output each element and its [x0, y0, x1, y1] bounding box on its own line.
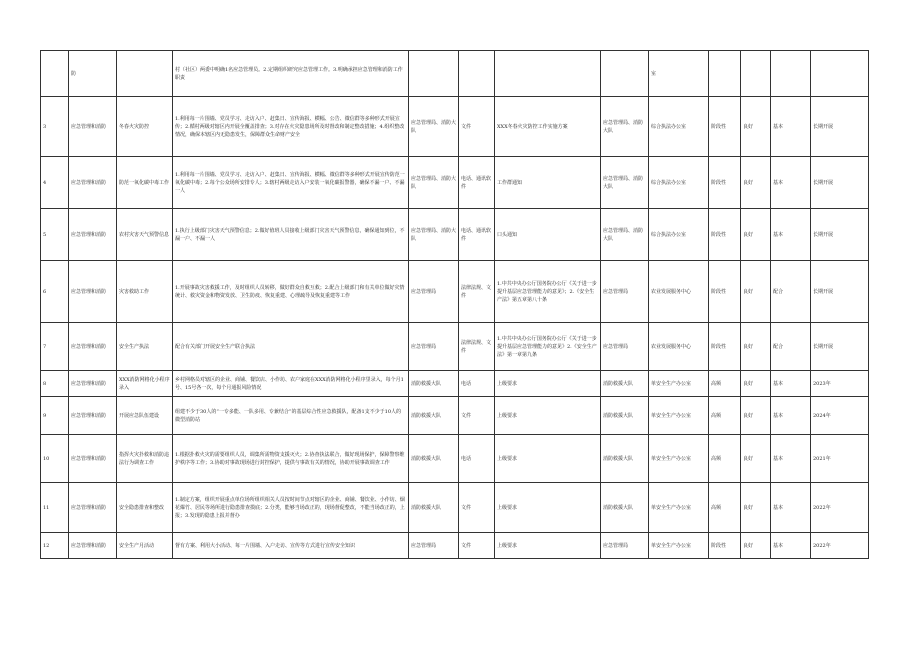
cell-mode: 文件	[459, 533, 495, 559]
cell-basis: XXX冬春火灾防控工作实施方案	[495, 97, 601, 157]
cell-name: XXX消防网格化小程序录入	[117, 371, 173, 397]
cell-mode	[459, 51, 495, 97]
cell-name: 灾害救助工作	[117, 261, 173, 323]
cell-dept: 应急管理局	[409, 261, 459, 323]
cell-no: 5	[41, 209, 69, 261]
cell-content: 1.开展事故灾害救援工作，及时组织人员转移，做好群众自救互救；2.配合上级部门和有关单位做好灾情统计、救灾资金和物资发放、卫生防疫、恢复重建、心理疏导及恢复重建等工作	[173, 261, 409, 323]
cell-content: 1.根据扑救火灾的需要组织人员，调集所需物资支援灭火；2.协查执法联合，做好现场保护，保障警察维护秩序等工作；3.协助对事故现场进行封控保护，提供与事故有关的情况，协助开展事故调查工作	[173, 435, 409, 483]
cell-level: 配合	[771, 323, 811, 371]
cell-lead: 消防救援大队	[601, 435, 649, 483]
table-row	[41, 371, 869, 397]
cell-cat: 应急管理和消防	[69, 435, 117, 483]
cell-eval: 良好	[741, 323, 771, 371]
cell-nature: 高频	[709, 397, 741, 435]
cell-unit: 农业发展服务中心	[649, 323, 709, 371]
table-row	[41, 397, 869, 435]
cell-period: 长期开展	[811, 323, 869, 371]
cell-unit: 综合执法办公室	[649, 157, 709, 209]
cell-eval: 良好	[741, 209, 771, 261]
cell-basis: 1.中共中央办公厅国务院办公厅《关于进一步提升基层应急管理能力的意见》2.《安全生产法》第一章第九条	[495, 323, 601, 371]
cell-lead: 应急管理局、消防大队	[601, 209, 649, 261]
table-row	[41, 97, 869, 157]
table-row	[41, 51, 869, 97]
cell-basis: 上级要求	[495, 483, 601, 533]
cell-cat: 应急管理和消防	[69, 323, 117, 371]
cell-lead: 消防救援大队	[601, 397, 649, 435]
cell-no: 7	[41, 323, 69, 371]
cell-content: 1.制定方案，组织开展重点单位场所组织相关人员按时间节点对辖区的企业、商铺、餐饮业、小作坊、烟花爆竹、居民等场所进行隐患排查摸底；2.分类，能够当场改正的，现场督促整改，不能当场改正的，上报；3.发现的隐患上报并督办	[173, 483, 409, 533]
cell-nature: 阶段性	[709, 261, 741, 323]
cell-unit: 综合执法办公室	[649, 209, 709, 261]
cell-no: 3	[41, 97, 69, 157]
table-row	[41, 157, 869, 209]
cell-cat: 应急管理和消防	[69, 261, 117, 323]
cell-period: 长期开展	[811, 261, 869, 323]
cell-unit: 单安全生产办公室	[649, 397, 709, 435]
cell-lead: 消防救援大队	[601, 483, 649, 533]
cell-dept	[409, 51, 459, 97]
table-row	[41, 323, 869, 371]
cell-unit: 单安全生产办公室	[649, 533, 709, 559]
cell-lead: 应急管理局	[601, 261, 649, 323]
cell-unit: 综合执法办公室	[649, 97, 709, 157]
cell-eval: 良好	[741, 397, 771, 435]
cell-unit: 单安全生产办公室	[649, 371, 709, 397]
cell-name: 农村灾害天气预警信息	[117, 209, 173, 261]
cell-name: 防范一氧化碳中毒工作	[117, 157, 173, 209]
cell-period: 2021年	[811, 435, 869, 483]
cell-cat: 应急管理和消防	[69, 97, 117, 157]
cell-mode: 电话	[459, 371, 495, 397]
cell-content: 配合有关部门开展安全生产联合执法	[173, 323, 409, 371]
cell-mode: 法律法规、文件	[459, 323, 495, 371]
cell-content: 督有方案、利用大小活动、每一片围墙、入户走访、宣传等方式进行宣传安全知识	[173, 533, 409, 559]
cell-content: 组建不少于30人的“一专多能、一队多用、专兼结合”的基层综合性应急救援队，配备1支不少于10人的微型消防站	[173, 397, 409, 435]
cell-basis: 上级要求	[495, 371, 601, 397]
cell-basis: 上级要求	[495, 435, 601, 483]
cell-content: 乡村网格员对辖区的企业、商铺、餐饮店、小作坊、农户家庭在XXX消防网格化小程序里录入，每个月1号、15号各一次，每个月通报风险情况	[173, 371, 409, 397]
cell-cat: 防	[69, 51, 117, 97]
cell-unit: 室	[649, 51, 709, 97]
cell-basis: 上级要求	[495, 397, 601, 435]
cell-lead: 应急管理局	[601, 323, 649, 371]
cell-nature: 高频	[709, 371, 741, 397]
cell-level: 基本	[771, 483, 811, 533]
cell-period: 2022年	[811, 483, 869, 533]
cell-lead: 消防救援大队	[601, 371, 649, 397]
cell-mode: 文件	[459, 397, 495, 435]
cell-mode: 电话、通讯软件	[459, 157, 495, 209]
cell-no: 6	[41, 261, 69, 323]
cell-period: 2022年	[811, 533, 869, 559]
cell-no: 12	[41, 533, 69, 559]
cell-mode: 电话、通讯软件	[459, 209, 495, 261]
cell-eval: 良好	[741, 533, 771, 559]
cell-level: 基本	[771, 435, 811, 483]
cell-cat: 应急管理和消防	[69, 209, 117, 261]
cell-cat: 应急管理和消防	[69, 371, 117, 397]
cell-dept: 消防救援大队	[409, 435, 459, 483]
cell-mode: 法律法规、文件	[459, 261, 495, 323]
cell-nature: 阶段性	[709, 323, 741, 371]
cell-basis	[495, 51, 601, 97]
cell-unit: 单安全生产办公室	[649, 435, 709, 483]
cell-level: 基本	[771, 209, 811, 261]
cell-mode: 电话	[459, 435, 495, 483]
cell-name: 指挥火灾扑救和消防违法行为调查工作	[117, 435, 173, 483]
cell-dept: 应急管理局、消防大队	[409, 209, 459, 261]
cell-dept: 消防救援大队	[409, 397, 459, 435]
cell-cat: 应急管理和消防	[69, 533, 117, 559]
cell-level: 基本	[771, 97, 811, 157]
cell-nature: 高频	[709, 435, 741, 483]
cell-dept: 应急管理局	[409, 323, 459, 371]
cell-basis: 工作群通知	[495, 157, 601, 209]
cell-dept: 应急管理局、消防大队	[409, 157, 459, 209]
cell-lead: 应急管理局、消防大队	[601, 157, 649, 209]
table-row	[41, 483, 869, 533]
table-row	[41, 261, 869, 323]
cell-eval: 良好	[741, 97, 771, 157]
cell-cat: 应急管理和消防	[69, 157, 117, 209]
cell-dept: 应急管理局、消防大队	[409, 97, 459, 157]
cell-name: 安全生产月活动	[117, 533, 173, 559]
cell-lead: 应急管理局	[601, 533, 649, 559]
cell-level: 基本	[771, 371, 811, 397]
cell-mode: 文件	[459, 483, 495, 533]
cell-dept: 消防救援大队	[409, 371, 459, 397]
cell-lead	[601, 51, 649, 97]
cell-name: 冬春火灾防控	[117, 97, 173, 157]
cell-name: 安全生产执法	[117, 323, 173, 371]
cell-period: 长期开展	[811, 97, 869, 157]
cell-period: 长期开展	[811, 157, 869, 209]
cell-level: 基本	[771, 397, 811, 435]
cell-cat: 应急管理和消防	[69, 483, 117, 533]
cell-name: 安全隐患排查和整改	[117, 483, 173, 533]
cell-level	[771, 51, 811, 97]
cell-eval	[741, 51, 771, 97]
cell-dept: 消防救援大队	[409, 483, 459, 533]
cell-content: 1.执行上级部门灾害天气预警信息；2.做好值班人员接收上级部门灾害天气预警信息，确保通知到位，不漏一户、不漏一人	[173, 209, 409, 261]
cell-content: 1.利用每一片围墙、党员学习、走访入户、赶集日、宣传海报、横幅、公告、微信群等多种形式开展宣传；2.循村两级对辖区内开展全覆盖排查；3.对存在火灾隐患场所及时督改和制定整改措施；4.组织整改情况，确保本辖区内无隐患发生，保障群众生命财产安全	[173, 97, 409, 157]
cell-period	[811, 51, 869, 97]
cell-no: 8	[41, 371, 69, 397]
cell-nature: 阶段性	[709, 533, 741, 559]
cell-nature: 阶段性	[709, 209, 741, 261]
cell-eval: 良好	[741, 483, 771, 533]
cell-unit: 农业发展服务中心	[649, 261, 709, 323]
cell-basis: 口头通知	[495, 209, 601, 261]
cell-basis: 1.中共中央办公厅国务院办公厅《关于进一步提升基层应急管理能力的意见》；2.《安全生产法》第五章第八十条	[495, 261, 601, 323]
cell-nature	[709, 51, 741, 97]
cell-no: 4	[41, 157, 69, 209]
responsibility-table	[40, 50, 869, 559]
cell-eval: 良好	[741, 261, 771, 323]
cell-eval: 良好	[741, 157, 771, 209]
cell-content: 村（社区）两委中明确1名应急管理员。2.定期组织研究应急管理工作。3.明确承担应急管理和消防工作职责	[173, 51, 409, 97]
cell-eval: 良好	[741, 371, 771, 397]
cell-content: 1.利用每一片围墙、党员学习、走访入户、赶集日、宣传海报、横幅、微信群等多种形式开展宣传防范一氧化碳中毒；2.每个公众场所安排专人；3.辖村两级走访入户安装一氧化碳报警器，确保不漏一户、不漏一人	[173, 157, 409, 209]
cell-name: 开展应急队伍建设	[117, 397, 173, 435]
cell-period: 长期开展	[811, 209, 869, 261]
table-row	[41, 435, 869, 483]
cell-nature: 阶段性	[709, 157, 741, 209]
cell-level: 配合	[771, 261, 811, 323]
cell-no: 9	[41, 397, 69, 435]
cell-eval: 良好	[741, 435, 771, 483]
cell-level: 基本	[771, 533, 811, 559]
cell-nature: 阶段性	[709, 97, 741, 157]
cell-no: 10	[41, 435, 69, 483]
cell-no	[41, 51, 69, 97]
cell-level: 基本	[771, 157, 811, 209]
table-row	[41, 209, 869, 261]
cell-nature: 高频	[709, 483, 741, 533]
cell-no: 11	[41, 483, 69, 533]
cell-basis: 上级要求	[495, 533, 601, 559]
cell-period: 2024年	[811, 397, 869, 435]
cell-unit: 单安全生产办公室	[649, 483, 709, 533]
cell-mode: 文件	[459, 97, 495, 157]
cell-lead: 应急管理局、消防大队	[601, 97, 649, 157]
cell-period: 2023年	[811, 371, 869, 397]
cell-dept: 应急管理局	[409, 533, 459, 559]
table-row	[41, 533, 869, 559]
cell-cat: 应急管理和消防	[69, 397, 117, 435]
cell-name	[117, 51, 173, 97]
